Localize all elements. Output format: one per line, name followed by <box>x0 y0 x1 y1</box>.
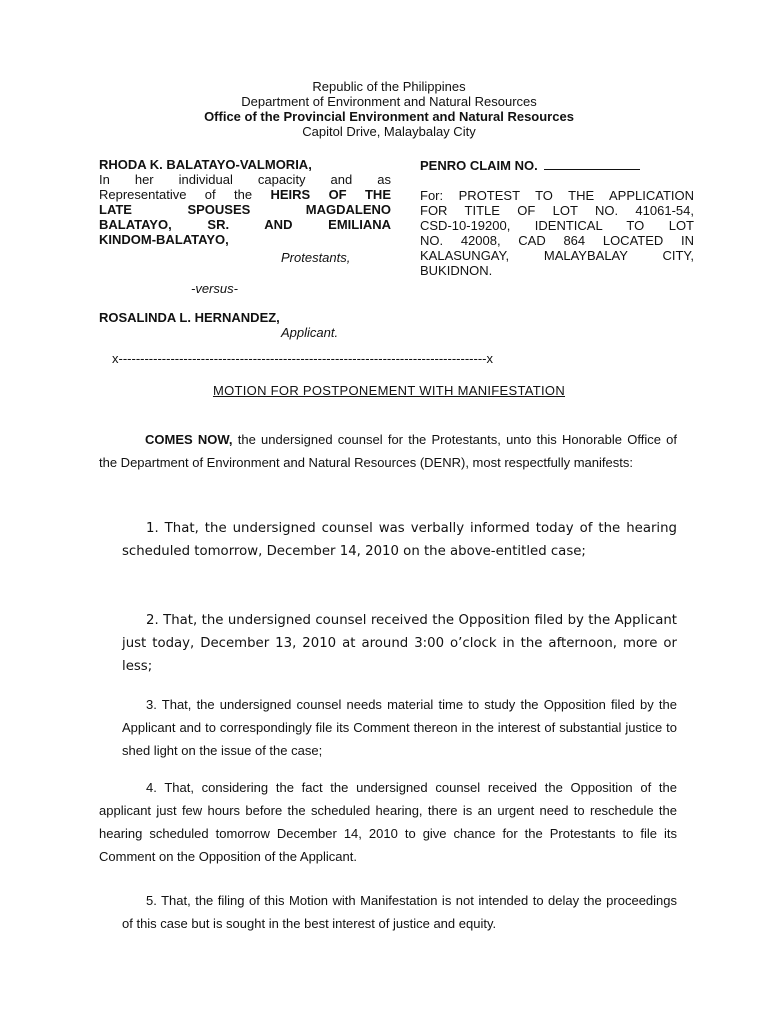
intro-text: the undersigned counsel for the Protestants, unto this Honorable Office of the Department of Environment and Natural Resources (DENR), most respectfully manifests: <box>99 432 677 470</box>
rep-line-5: KINDOM-BALATAYO, <box>99 232 229 247</box>
for-line-1: For: PROTEST TO THE APPLICATION <box>420 188 694 203</box>
separator-line: x-------------------------------------------------------------------------------------x <box>112 351 493 366</box>
paragraph-2: 2. That, the undersigned counsel received the Opposition filed by the Applicant just today, December 13, 2010 at around 3:00 o’clock in the afternoon, more or less; <box>122 613 677 674</box>
claim-number-blank <box>544 157 640 170</box>
rep-line-1: In her individual capacity and as <box>99 172 391 187</box>
header-office: Office of the Provincial Environment and Natural Resources <box>204 109 574 124</box>
paragraph-3: 3. That, the undersigned counsel needs material time to study the Opposition filed by the Applicant and to correspondingly file its Comment thereon in the interest of substantial justice to shed light on the issue of the case; <box>122 697 677 758</box>
paragraph-5: 5. That, the filing of this Motion with Manifestation is not intended to delay the proceedings of this case but is sought in the best interest of justice and equity. <box>122 893 677 931</box>
rep-line-2-bold: HEIRS OF THE <box>270 187 391 202</box>
rep-line-4: BALATAYO, SR. AND EMILIANA <box>99 217 391 232</box>
document-title-text: MOTION FOR POSTPONEMENT WITH MANIFESTATION <box>212 383 566 398</box>
intro-lead: COMES NOW, <box>145 432 233 447</box>
header-republic: Republic of the Philippines <box>312 79 466 94</box>
paragraph-1: 1. That, the undersigned counsel was verbally informed today of the hearing scheduled tomorrow, December 14, 2010 on the above-entitled case; <box>122 521 677 559</box>
header-department: Department of Environment and Natural Resources <box>241 94 537 109</box>
intro-paragraph <box>99 428 677 474</box>
for-line-3: CSD-10-19200, IDENTICAL TO LOT <box>420 218 694 233</box>
claim-label: PENRO CLAIM NO. <box>420 158 538 173</box>
applicant-label: Applicant. <box>281 325 339 340</box>
versus-label: -versus- <box>191 281 238 296</box>
claim-number <box>420 157 640 173</box>
for-line-6: BUKIDNON. <box>420 263 493 278</box>
for-line-4: NO. 42008, CAD 864 LOCATED IN <box>420 233 694 248</box>
document-title <box>0 383 768 398</box>
for-line-5: KALASUNGAY, MALAYBALAY CITY, <box>420 248 694 263</box>
document-header <box>0 79 768 139</box>
header-address: Capitol Drive, Malaybalay City <box>302 124 476 139</box>
for-line-2: FOR TITLE OF LOT NO. 41061-54, <box>420 203 694 218</box>
protestants-label: Protestants, <box>281 250 351 265</box>
protestant-name: RHODA K. BALATAYO-VALMORIA, <box>99 157 312 172</box>
applicant-name: ROSALINDA L. HERNANDEZ, <box>99 310 280 325</box>
caption-right <box>420 188 694 278</box>
caption-left <box>99 157 391 247</box>
rep-line-3: LATE SPOUSES MAGDALENO <box>99 202 391 217</box>
paragraph-4: 4. That, considering the fact the undersigned counsel received the Opposition of the applicant just few hours before the scheduled hearing, there is an urgent need to reschedule the hearing scheduled tomorrow December 14, 2010 to give chance for the Protestants to file its Comment on the Opposition of the Applicant. <box>99 780 677 864</box>
rep-line-2 <box>99 187 391 202</box>
rep-line-2-pre: Representative of the <box>99 187 271 202</box>
